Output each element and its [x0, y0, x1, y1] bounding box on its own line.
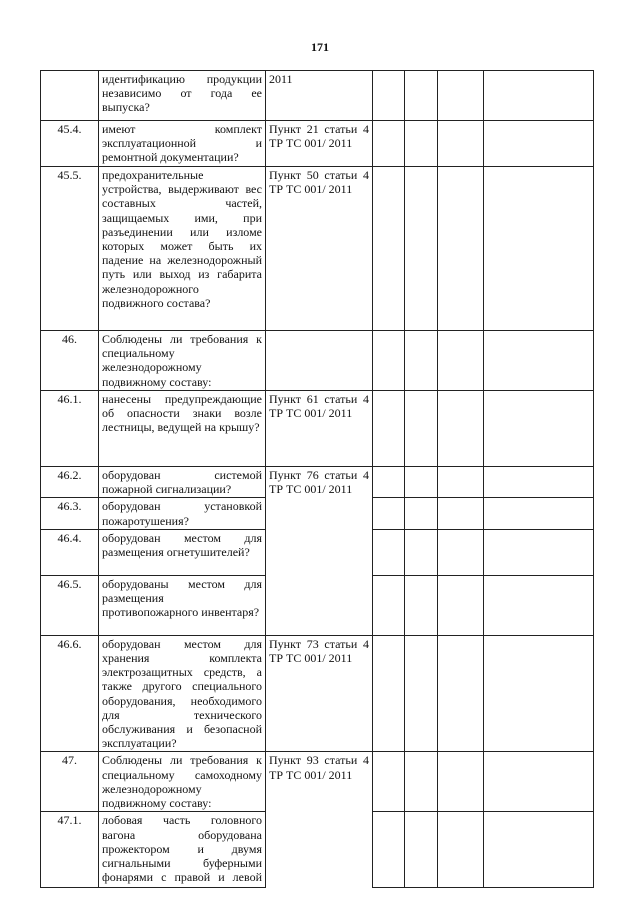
requirement-text: Соблюдены ли требования к специальному самоходному железнодорожному подвижному составу:	[99, 752, 266, 812]
note-cell[interactable]	[484, 467, 594, 498]
note-cell[interactable]	[484, 167, 594, 331]
requirement-text: лобовая часть головного вагона оборудована прожектором и двумя сигнальными буферными фонарями с правой и левой	[99, 812, 266, 888]
requirement-text: Соблюдены ли требования к специальному железнодорожному подвижному составу:	[99, 331, 266, 391]
table-row	[41, 167, 594, 331]
requirement-text: предохранительные устройства, выдерживают вес составных частей, защищаемых ими, при разъединении или изломе которых может быть их падение на железнодорожный путь или выход из габарита железнодорожного подвижного состава?	[99, 167, 266, 331]
answer-na-cell[interactable]	[438, 331, 484, 391]
answer-no-cell[interactable]	[405, 331, 438, 391]
answer-yes-cell[interactable]	[373, 635, 405, 752]
answer-no-cell[interactable]	[405, 167, 438, 331]
answer-yes-cell[interactable]	[373, 467, 405, 498]
item-number: 46.6.	[41, 635, 99, 752]
note-cell[interactable]	[484, 529, 594, 575]
answer-no-cell[interactable]	[405, 498, 438, 529]
table-row	[41, 71, 594, 121]
page-number: 171	[311, 40, 329, 54]
note-cell[interactable]	[484, 331, 594, 391]
item-number: 47.1.	[41, 812, 99, 888]
requirement-text: оборудован установкой пожаротушения?	[99, 498, 266, 529]
answer-yes-cell[interactable]	[373, 575, 405, 635]
table-row	[41, 635, 594, 752]
legal-reference: Пункт 93 статьи 4 ТР ТС 001/ 2011	[266, 752, 373, 888]
answer-no-cell[interactable]	[405, 391, 438, 467]
answer-na-cell[interactable]	[438, 71, 484, 121]
legal-reference: Пункт 21 статьи 4 ТР ТС 001/ 2011	[266, 121, 373, 167]
requirement-text: нанесены предупреждающие об опасности знаки возле лестницы, ведущей на крышу?	[99, 391, 266, 467]
legal-reference	[266, 331, 373, 391]
table-row	[41, 391, 594, 467]
answer-na-cell[interactable]	[438, 498, 484, 529]
checklist-table	[40, 70, 594, 888]
answer-no-cell[interactable]	[405, 752, 438, 812]
answer-na-cell[interactable]	[438, 752, 484, 812]
item-number: 46.4.	[41, 529, 99, 575]
answer-yes-cell[interactable]	[373, 752, 405, 812]
item-number: 46.5.	[41, 575, 99, 635]
table-row	[41, 331, 594, 391]
answer-no-cell[interactable]	[405, 467, 438, 498]
item-number: 46.2.	[41, 467, 99, 498]
item-number: 45.5.	[41, 167, 99, 331]
answer-yes-cell[interactable]	[373, 391, 405, 467]
note-cell[interactable]	[484, 498, 594, 529]
note-cell[interactable]	[484, 391, 594, 467]
item-number: 46.	[41, 331, 99, 391]
legal-reference: Пункт 76 статьи 4 ТР ТС 001/ 2011	[266, 467, 373, 636]
answer-na-cell[interactable]	[438, 812, 484, 888]
answer-yes-cell[interactable]	[373, 71, 405, 121]
answer-na-cell[interactable]	[438, 575, 484, 635]
note-cell[interactable]	[484, 71, 594, 121]
legal-reference: Пункт 61 статьи 4 ТР ТС 001/ 2011	[266, 391, 373, 467]
note-cell[interactable]	[484, 575, 594, 635]
note-cell[interactable]	[484, 121, 594, 167]
requirement-text: оборудованы местом для размещения противопожарного инвентаря?	[99, 575, 266, 635]
requirement-text: оборудован системой пожарной сигнализации?	[99, 467, 266, 498]
table-row	[41, 467, 594, 498]
item-number: 47.	[41, 752, 99, 812]
answer-no-cell[interactable]	[405, 575, 438, 635]
answer-yes-cell[interactable]	[373, 812, 405, 888]
answer-no-cell[interactable]	[405, 635, 438, 752]
answer-yes-cell[interactable]	[373, 121, 405, 167]
answer-no-cell[interactable]	[405, 71, 438, 121]
legal-reference: 2011	[266, 71, 373, 121]
answer-na-cell[interactable]	[438, 529, 484, 575]
note-cell[interactable]	[484, 752, 594, 812]
answer-no-cell[interactable]	[405, 121, 438, 167]
requirement-text: имеют комплект эксплуатационной и ремонтной документации?	[99, 121, 266, 167]
answer-na-cell[interactable]	[438, 467, 484, 498]
answer-no-cell[interactable]	[405, 812, 438, 888]
note-cell[interactable]	[484, 812, 594, 888]
answer-no-cell[interactable]	[405, 529, 438, 575]
answer-yes-cell[interactable]	[373, 331, 405, 391]
answer-yes-cell[interactable]	[373, 167, 405, 331]
answer-na-cell[interactable]	[438, 391, 484, 467]
legal-reference: Пункт 73 статьи 4 ТР ТС 001/ 2011	[266, 635, 373, 752]
item-number: 46.1.	[41, 391, 99, 467]
answer-na-cell[interactable]	[438, 121, 484, 167]
table-row	[41, 752, 594, 812]
table-row	[41, 121, 594, 167]
answer-yes-cell[interactable]	[373, 498, 405, 529]
requirement-text: идентификацию продукции независимо от года ее выпуска?	[99, 71, 266, 121]
item-number: 46.3.	[41, 498, 99, 529]
note-cell[interactable]	[484, 635, 594, 752]
answer-yes-cell[interactable]	[373, 529, 405, 575]
answer-na-cell[interactable]	[438, 167, 484, 331]
requirement-text: оборудован местом для размещения огнетушителей?	[99, 529, 266, 575]
legal-reference: Пункт 50 статьи 4 ТР ТС 001/ 2011	[266, 167, 373, 331]
requirement-text: оборудован местом для хранения комплекта электрозащитных средств, а также другого специального оборудования, необходимого для технического обслуживания и безопасной эксплуатации?	[99, 635, 266, 752]
answer-na-cell[interactable]	[438, 635, 484, 752]
item-number: 45.4.	[41, 121, 99, 167]
item-number	[41, 71, 99, 121]
